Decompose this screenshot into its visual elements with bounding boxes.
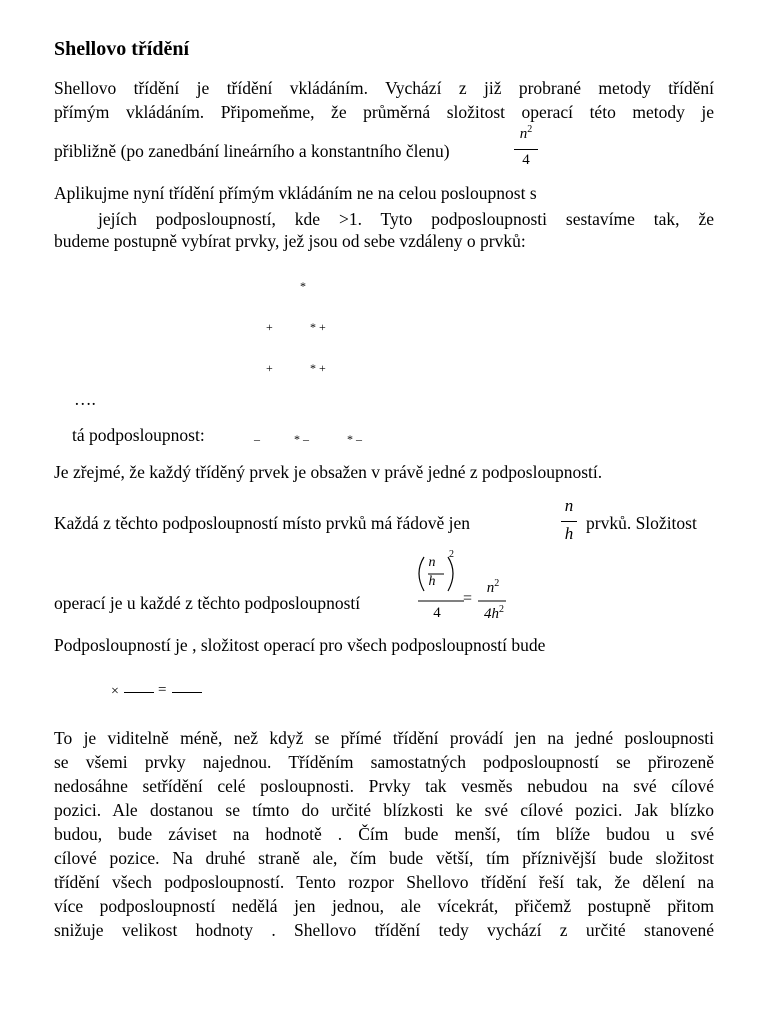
scheme-symbol: * – <box>347 432 362 446</box>
paragraph-line: snižuje velikost hodnoty . Shellovo třídění tedy vychází z určité stanovené <box>54 920 714 940</box>
paragraph-conclusion <box>54 726 714 942</box>
paragraph-line: se všemi prvky najednou. Tříděním samostatných podposloupností se přirozeně <box>54 752 714 772</box>
paragraph-line: Je zřejmé, že každý tříděný prvek je obsažen v právě jedné z podposloupností. <box>54 462 603 482</box>
rhs-numerator <box>476 578 510 597</box>
paragraph-line: třídění všech podposloupností. Tento rozpor Shellovo třídění řeší tak, že dělení na <box>54 872 714 892</box>
scheme-symbol: * + <box>310 361 326 375</box>
scheme-symbol: + <box>266 320 273 334</box>
rhs-denominator-exponent: 2 <box>499 604 504 615</box>
scheme-ellipsis: …. <box>74 389 96 409</box>
paragraph-line: Podposloupností je , složitost operací pro všech podposloupností bude <box>54 635 546 655</box>
paragraph-line: prvků. Složitost <box>586 513 697 533</box>
scheme-symbol: * – <box>294 432 309 446</box>
big-denominator: 4 <box>433 605 441 621</box>
paragraph-line: více podposloupností nedělá jen jednou, ale vícekrát, přičemž postupně přitom <box>54 896 714 916</box>
fraction-bar <box>124 692 154 693</box>
rhs-denominator <box>474 604 514 623</box>
paragraph-line: nedosáhne setřídění celé posloupnosti. Prvky tak vesměs nebudou na své cílové <box>54 776 714 796</box>
paragraph-line: přibližně (po zanedbání lineárního a konstantního členu) <box>54 141 450 161</box>
equals-sign: = <box>158 682 167 698</box>
equals-sign: = <box>463 590 473 607</box>
paragraph-line: budou, bude záviset na hodnotě . Čím bude menší, tím blíže budou u své <box>54 824 714 844</box>
paragraph-line: pozici. Ale dostanou se tímto do určité blízkosti ke své cílové pozici. Jak blízko <box>54 800 714 820</box>
paragraph-line: To je viditelně méně, než když se přímé třídění provádí jen na jedné posloupnosti <box>54 728 714 748</box>
scheme-symbol: * + <box>310 320 326 334</box>
fraction-denominator: 4 <box>522 152 530 168</box>
paragraph-line: přímým vkládáním. Připomeňme, že průměrná složitost operací této metody je <box>54 102 714 122</box>
fraction-numerator: n <box>564 496 574 515</box>
rhs-denominator-base: 4h <box>484 606 499 622</box>
fraction-exponent: 2 <box>527 124 533 135</box>
rhs-numerator-exponent: 2 <box>494 578 500 589</box>
times-sign: × <box>111 684 119 699</box>
inner-denominator: h <box>428 574 436 589</box>
paragraph-line: cílové pozice. Na druhé straně ale, čím bude větší, tím příznivější bude složitost <box>54 848 714 868</box>
page-title: Shellovo třídění <box>54 38 190 60</box>
paren-exponent: 2 <box>449 549 454 560</box>
scheme-symbol: + <box>266 361 273 375</box>
paragraph-line: budeme postupně vybírat prvky, jež jsou od sebe vzdáleny o prvků: <box>54 231 526 251</box>
paragraph-line: Shellovo třídění je třídění vkládáním. Vychází z již probrané metody třídění <box>54 78 714 98</box>
fraction-bar <box>561 521 577 522</box>
fraction-bar <box>172 692 202 693</box>
scheme-symbol: * <box>300 279 306 293</box>
fraction-numerator: n <box>519 126 528 142</box>
fraction-bar <box>514 149 538 150</box>
scheme-symbol: – <box>254 432 260 446</box>
paragraph-line: operací je u každé z těchto podposloupností <box>54 593 361 613</box>
paragraph-subsequences <box>98 207 714 231</box>
paragraph-intro <box>54 76 714 124</box>
paragraph-line: Každá z těchto podposloupností místo prvků má řádově jen <box>54 513 471 533</box>
rhs-numerator-base: n <box>486 580 495 596</box>
paragraph-line: Aplikujme nyní třídění přímým vkládáním ne na celou posloupnost s <box>54 183 537 203</box>
scheme-last-label: tá podposloupnost: <box>72 425 205 445</box>
inner-numerator: n <box>428 555 436 570</box>
paragraph-line: jejích podposloupností, kde >1. Tyto podposloupnosti sestavíme tak, že <box>98 209 714 229</box>
fraction-denominator: h <box>564 524 574 543</box>
